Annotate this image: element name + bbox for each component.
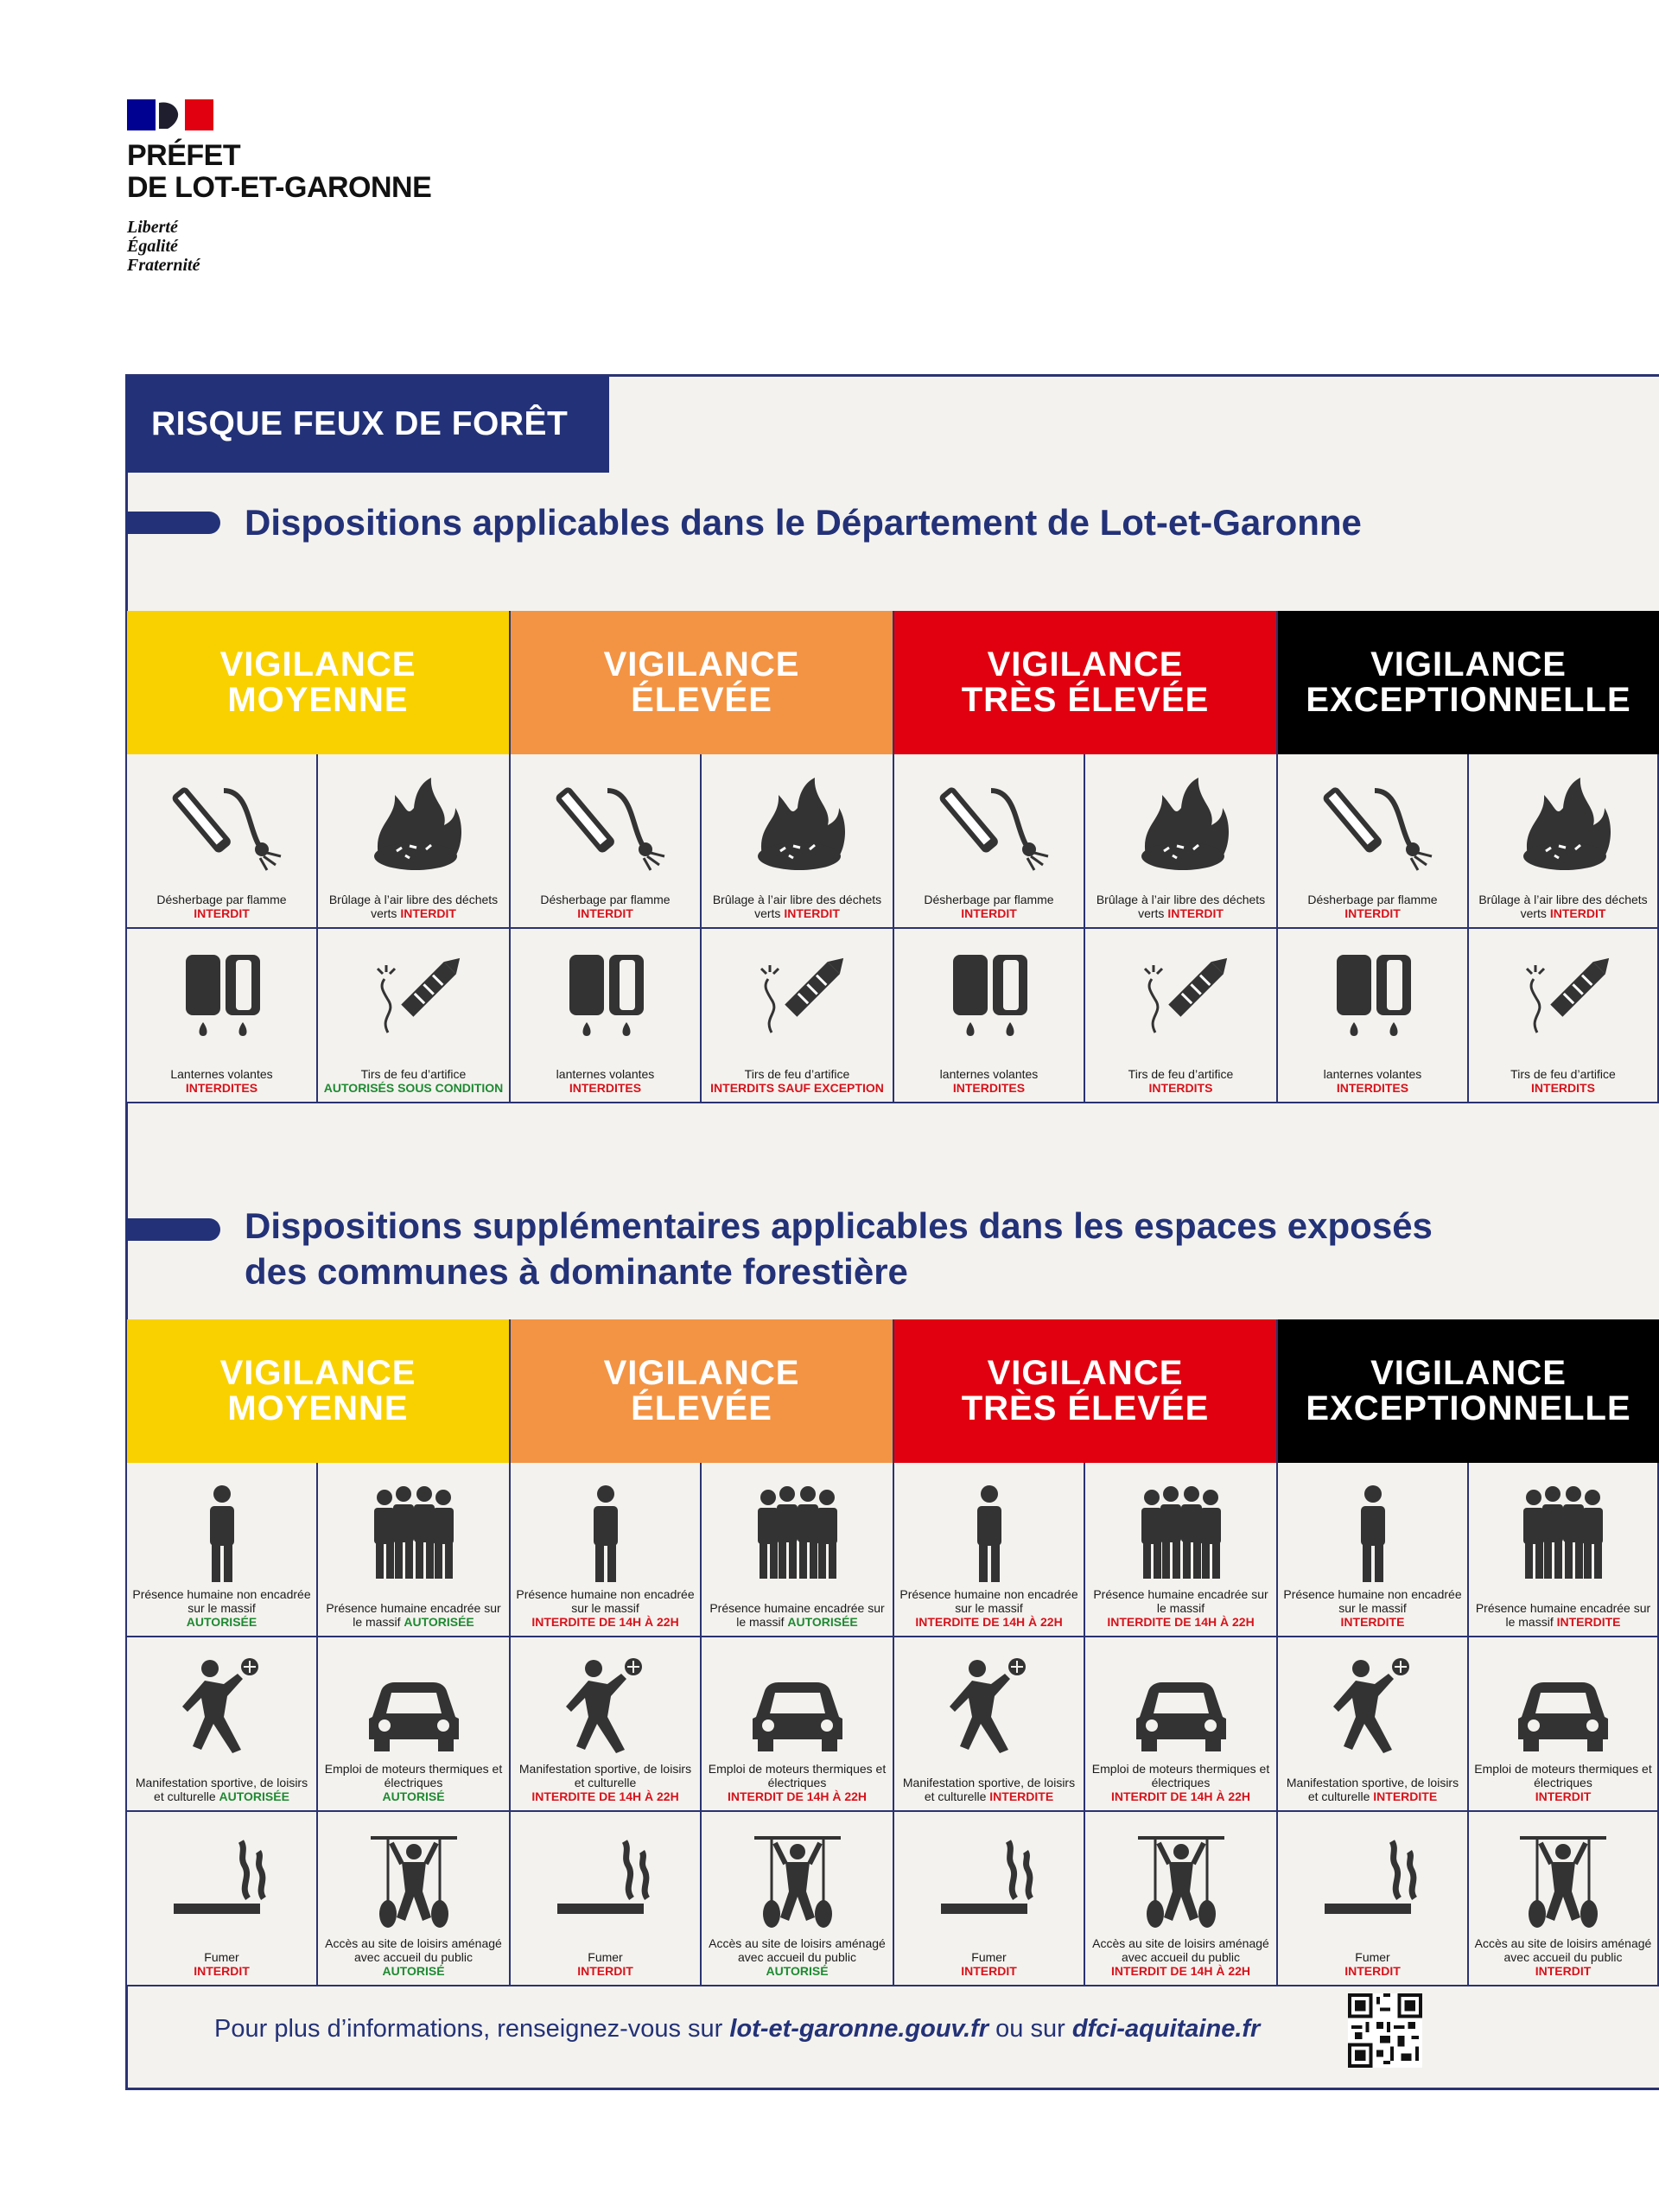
vigilance-header-moyenne bbox=[127, 1319, 511, 1463]
person-icon bbox=[1278, 1482, 1467, 1586]
rule-cell bbox=[318, 754, 511, 929]
rule-status: INTERDIT bbox=[194, 906, 250, 920]
republic-motto bbox=[127, 218, 200, 275]
car-icon bbox=[702, 1656, 893, 1760]
rule-status: INTERDITE bbox=[989, 1789, 1054, 1803]
rule-text: Manifestation sportive, de loisirs et culturelle bbox=[1286, 1776, 1459, 1803]
rule-cell bbox=[511, 1637, 702, 1812]
rule-caption bbox=[1089, 893, 1273, 920]
vigilance-word: VIGILANCE bbox=[1370, 1354, 1567, 1392]
car-icon bbox=[1085, 1656, 1276, 1760]
car-icon bbox=[1469, 1656, 1657, 1760]
rule-caption bbox=[898, 1950, 1080, 1978]
rule-status: AUTORISÉS SOUS CONDITION bbox=[323, 1081, 504, 1095]
vigilance-word: VIGILANCE bbox=[987, 645, 1184, 683]
rule-status: INTERDIT bbox=[784, 906, 840, 920]
rule-text: Présence humaine non encadrée sur le massif bbox=[1283, 1587, 1462, 1615]
rule-status: INTERDITS bbox=[1531, 1081, 1595, 1095]
rule-cell bbox=[894, 1463, 1085, 1637]
section-2-title bbox=[245, 1203, 1433, 1294]
rule-cell bbox=[1278, 1637, 1469, 1812]
rule-cell bbox=[1278, 754, 1469, 929]
rule-status: INTERDITE DE 14H À 22H bbox=[531, 1615, 679, 1629]
rule-status: AUTORISÉE bbox=[219, 1789, 289, 1803]
rule-caption bbox=[1472, 1067, 1654, 1095]
vigilance-level: MOYENNE bbox=[227, 681, 409, 719]
rule-caption bbox=[898, 893, 1080, 920]
risk-banner: RISQUE FEUX DE FORÊT bbox=[125, 376, 609, 473]
rule-caption bbox=[514, 893, 696, 920]
rule-cell bbox=[894, 929, 1085, 1103]
rule-status: INTERDITES bbox=[1336, 1081, 1409, 1095]
rule-text: lanternes volantes bbox=[1323, 1067, 1422, 1081]
rule-caption bbox=[130, 1776, 313, 1803]
rule-caption bbox=[1281, 893, 1464, 920]
rule-status: INTERDIT bbox=[400, 906, 456, 920]
footer-link-prefecture[interactable]: lot-et-garonne.gouv.fr bbox=[729, 2015, 989, 2043]
weed-burner-icon bbox=[1278, 773, 1467, 877]
vigilance-header-tres-elevee bbox=[894, 611, 1278, 754]
qr-code[interactable] bbox=[1348, 1993, 1422, 2068]
vigilance-header-exceptionnelle bbox=[1278, 611, 1659, 754]
vigilance-level: TRÈS ÉLEVÉE bbox=[961, 681, 1210, 719]
smoking-icon bbox=[511, 1831, 700, 1935]
vigilance-word: VIGILANCE bbox=[219, 1354, 416, 1392]
rule-status: INTERDIT bbox=[1549, 906, 1606, 920]
adventure-park-icon bbox=[1469, 1831, 1657, 1935]
rule-caption bbox=[705, 1601, 889, 1629]
section-2-title-line-2: des communes à dominante forestière bbox=[245, 1251, 908, 1292]
rule-text: Brûlage à l’air libre des déchets verts bbox=[1478, 893, 1648, 920]
rule-text: Emploi de moteurs thermiques et électriques bbox=[324, 1762, 503, 1789]
rule-status: INTERDIT DE 14H À 22H bbox=[1110, 1789, 1251, 1803]
rule-status: INTERDIT DE 14H À 22H bbox=[1110, 1964, 1251, 1978]
rule-caption bbox=[321, 1601, 505, 1629]
rule-status: INTERDITES bbox=[569, 1081, 642, 1095]
green-waste-fire-icon bbox=[702, 773, 893, 877]
rule-status: INTERDIT bbox=[961, 906, 1017, 920]
section-2-title-line-1: Dispositions supplémentaires applicables dans les espaces exposés bbox=[245, 1205, 1433, 1246]
rule-status: AUTORISÉE bbox=[787, 1615, 858, 1629]
section-1-title: Dispositions applicables dans le Département de Lot-et-Garonne bbox=[245, 502, 1362, 543]
rule-status: INTERDITE bbox=[1556, 1615, 1621, 1629]
rule-text: Désherbage par flamme bbox=[1307, 893, 1438, 906]
rule-cell bbox=[318, 1637, 511, 1812]
rule-cell bbox=[1469, 1463, 1659, 1637]
rule-caption bbox=[1281, 1950, 1464, 1978]
footer-link-dfci[interactable]: dfci-aquitaine.fr bbox=[1071, 2015, 1261, 2043]
rule-text: Emploi de moteurs thermiques et électriques bbox=[1474, 1762, 1652, 1789]
rule-caption bbox=[1089, 1762, 1273, 1803]
sports-event-icon bbox=[1278, 1656, 1467, 1760]
vigilance-label bbox=[962, 1356, 1210, 1427]
vigilance-word: VIGILANCE bbox=[603, 1354, 800, 1392]
sports-event-icon bbox=[127, 1656, 316, 1760]
rule-cell bbox=[511, 929, 702, 1103]
rule-caption bbox=[1089, 1067, 1273, 1095]
motto-egalite: Égalité bbox=[127, 237, 178, 256]
vigilance-level: MOYENNE bbox=[227, 1389, 409, 1427]
supervised-group-icon bbox=[1469, 1482, 1657, 1586]
rule-text: Présence humaine encadrée sur le massif bbox=[1093, 1587, 1268, 1615]
rule-text: Fumer bbox=[204, 1950, 239, 1964]
vigilance-label bbox=[220, 1356, 416, 1427]
smoking-icon bbox=[894, 1831, 1084, 1935]
sports-event-icon bbox=[511, 1656, 700, 1760]
sky-lantern-icon bbox=[511, 948, 700, 1052]
rule-text: Manifestation sportive, de loisirs et culturelle bbox=[518, 1762, 692, 1789]
supervised-group-icon bbox=[318, 1482, 509, 1586]
firework-rocket-icon bbox=[702, 948, 893, 1052]
rule-text: Présence humaine encadrée sur le massif bbox=[709, 1601, 885, 1629]
rule-text: Fumer bbox=[588, 1950, 623, 1964]
vigilance-level: ÉLEVÉE bbox=[631, 1389, 772, 1427]
rule-cell bbox=[127, 929, 318, 1103]
rule-text: Tirs de feu d’artifice bbox=[1510, 1067, 1616, 1081]
rule-status: INTERDIT bbox=[961, 1964, 1017, 1978]
rule-text: Manifestation sportive, de loisirs et culturelle bbox=[135, 1776, 308, 1803]
vigilance-label bbox=[1306, 647, 1630, 718]
vigilance-label bbox=[220, 647, 416, 718]
vigilance-level: EXCEPTIONNELLE bbox=[1306, 1389, 1631, 1427]
rule-cell bbox=[1278, 1812, 1469, 1986]
rule-caption bbox=[514, 1587, 696, 1629]
title-line-2: DE LOT-ET-GARONNE bbox=[127, 171, 432, 204]
rule-text: Présence humaine non encadrée sur le massif bbox=[132, 1587, 311, 1615]
rule-cell bbox=[127, 1463, 318, 1637]
vigilance-header-moyenne bbox=[127, 611, 511, 754]
rule-status: INTERDITE DE 14H À 22H bbox=[915, 1615, 1063, 1629]
prefecture-title bbox=[127, 140, 431, 204]
rule-caption bbox=[130, 893, 313, 920]
rule-status: AUTORISÉE bbox=[186, 1615, 257, 1629]
rule-text: Présence humaine encadrée sur le massif bbox=[326, 1601, 501, 1629]
rule-cell bbox=[511, 1463, 702, 1637]
rule-caption bbox=[514, 1762, 696, 1803]
title-line-1: PRÉFET bbox=[127, 139, 241, 172]
rule-text: Brûlage à l’air libre des déchets verts bbox=[1096, 893, 1266, 920]
rule-status: INTERDITS bbox=[1148, 1081, 1213, 1095]
rule-cell bbox=[1085, 754, 1278, 929]
rule-status: AUTORISÉ bbox=[766, 1964, 829, 1978]
footer-info bbox=[214, 2015, 1260, 2044]
rule-status: AUTORISÉ bbox=[382, 1789, 445, 1803]
rule-text: Emploi de moteurs thermiques et électriques bbox=[1091, 1762, 1270, 1789]
adventure-park-icon bbox=[702, 1831, 893, 1935]
rule-caption bbox=[1472, 893, 1654, 920]
rule-text: Désherbage par flamme bbox=[156, 893, 287, 906]
rule-cell bbox=[318, 929, 511, 1103]
rule-cell bbox=[1085, 1463, 1278, 1637]
vigilance-header-tres-elevee bbox=[894, 1319, 1278, 1463]
motto-fraternite: Fraternité bbox=[127, 256, 200, 275]
vigilance-label bbox=[604, 1356, 800, 1427]
rule-status: INTERDIT bbox=[577, 1964, 633, 1978]
rule-cell bbox=[318, 1463, 511, 1637]
rule-caption bbox=[130, 1587, 313, 1629]
sports-event-icon bbox=[894, 1656, 1084, 1760]
rule-text: lanternes volantes bbox=[939, 1067, 1039, 1081]
section-2-bullet bbox=[125, 1218, 220, 1241]
rule-caption bbox=[130, 1950, 313, 1978]
rule-text: Tirs de feu d’artifice bbox=[744, 1067, 850, 1081]
rule-caption bbox=[1089, 1936, 1273, 1978]
person-icon bbox=[127, 1482, 316, 1586]
rule-text: Désherbage par flamme bbox=[924, 893, 1054, 906]
rule-cell bbox=[127, 1637, 318, 1812]
rule-text: Présence humaine non encadrée sur le massif bbox=[516, 1587, 695, 1615]
rule-text: lanternes volantes bbox=[556, 1067, 655, 1081]
vigilance-level: TRÈS ÉLEVÉE bbox=[961, 1389, 1210, 1427]
smoking-icon bbox=[1278, 1831, 1467, 1935]
green-waste-fire-icon bbox=[1085, 773, 1276, 877]
rule-cell bbox=[1085, 1637, 1278, 1812]
rule-text: Tirs de feu d’artifice bbox=[360, 1067, 467, 1081]
rule-text: Fumer bbox=[971, 1950, 1007, 1964]
rule-cell bbox=[894, 1637, 1085, 1812]
rule-caption bbox=[705, 893, 889, 920]
rule-cell bbox=[894, 754, 1085, 929]
vigilance-label bbox=[1306, 1356, 1630, 1427]
supervised-group-icon bbox=[702, 1482, 893, 1586]
vigilance-level: EXCEPTIONNELLE bbox=[1306, 681, 1631, 719]
rule-text: Accès au site de loisirs aménagé avec accueil du public bbox=[1474, 1936, 1652, 1964]
rule-text: Présence humaine non encadrée sur le massif bbox=[899, 1587, 1078, 1615]
rule-caption bbox=[1281, 1067, 1464, 1095]
rule-caption bbox=[514, 1950, 696, 1978]
rule-text: Brûlage à l’air libre des déchets verts bbox=[328, 893, 499, 920]
rule-text: Brûlage à l’air libre des déchets verts bbox=[712, 893, 882, 920]
rule-cell bbox=[1469, 929, 1659, 1103]
car-icon bbox=[318, 1656, 509, 1760]
rule-status: INTERDITE bbox=[1373, 1789, 1438, 1803]
rule-cell bbox=[702, 754, 894, 929]
person-icon bbox=[511, 1482, 700, 1586]
weed-burner-icon bbox=[127, 773, 316, 877]
firework-rocket-icon bbox=[318, 948, 509, 1052]
rule-text: Lanternes volantes bbox=[170, 1067, 273, 1081]
rule-caption bbox=[898, 1067, 1080, 1095]
green-waste-fire-icon bbox=[318, 773, 509, 877]
rule-cell bbox=[1278, 929, 1469, 1103]
sky-lantern-icon bbox=[127, 948, 316, 1052]
firework-rocket-icon bbox=[1085, 948, 1276, 1052]
rule-caption bbox=[705, 1936, 889, 1978]
rule-status: INTERDIT DE 14H À 22H bbox=[727, 1789, 868, 1803]
footer-prefix: Pour plus d’informations, renseignez-vous sur bbox=[214, 2015, 723, 2043]
rule-cell bbox=[702, 929, 894, 1103]
rule-status: INTERDITS SAUF EXCEPTION bbox=[710, 1081, 884, 1095]
rule-caption bbox=[1281, 1776, 1464, 1803]
weed-burner-icon bbox=[894, 773, 1084, 877]
rule-caption bbox=[321, 1067, 505, 1095]
vigilance-word: VIGILANCE bbox=[219, 645, 416, 683]
motto-liberte: Liberté bbox=[127, 218, 178, 237]
vigilance-header-exceptionnelle bbox=[1278, 1319, 1659, 1463]
rule-cell bbox=[702, 1812, 894, 1986]
rule-status: INTERDIT bbox=[1167, 906, 1224, 920]
rule-status: INTERDIT bbox=[577, 906, 633, 920]
rule-caption bbox=[321, 893, 505, 920]
person-icon bbox=[894, 1482, 1084, 1586]
rule-cell bbox=[127, 1812, 318, 1986]
smoking-icon bbox=[127, 1831, 316, 1935]
rule-text: Présence humaine encadrée sur le massif bbox=[1475, 1601, 1651, 1629]
rule-status: INTERDIT bbox=[1535, 1789, 1592, 1803]
rule-text: Désherbage par flamme bbox=[540, 893, 671, 906]
sky-lantern-icon bbox=[1278, 948, 1467, 1052]
rule-caption bbox=[514, 1067, 696, 1095]
rule-cell bbox=[894, 1812, 1085, 1986]
vigilance-word: VIGILANCE bbox=[603, 645, 800, 683]
vigilance-label bbox=[604, 647, 800, 718]
rule-caption bbox=[705, 1067, 889, 1095]
rule-caption bbox=[1472, 1762, 1654, 1803]
rule-text: Accès au site de loisirs aménagé avec accueil du public bbox=[1092, 1936, 1269, 1964]
rule-caption bbox=[898, 1776, 1080, 1803]
rule-caption bbox=[321, 1936, 505, 1978]
rule-status: AUTORISÉ bbox=[382, 1964, 445, 1978]
rule-status: INTERDIT bbox=[1344, 906, 1401, 920]
vigilance-header-elevee bbox=[511, 1319, 894, 1463]
firework-rocket-icon bbox=[1469, 948, 1657, 1052]
rule-cell bbox=[702, 1463, 894, 1637]
rule-caption bbox=[130, 1067, 313, 1095]
weed-burner-icon bbox=[511, 773, 700, 877]
rule-caption bbox=[321, 1762, 505, 1803]
vigilance-word: VIGILANCE bbox=[987, 1354, 1184, 1392]
rule-status: INTERDITE bbox=[1340, 1615, 1405, 1629]
rule-status: INTERDITE DE 14H À 22H bbox=[1107, 1615, 1255, 1629]
rule-cell bbox=[1278, 1463, 1469, 1637]
rule-cell bbox=[1469, 1637, 1659, 1812]
rule-text: Accès au site de loisirs aménagé avec accueil du public bbox=[709, 1936, 886, 1964]
rule-caption bbox=[1472, 1936, 1654, 1978]
rule-status: INTERDIT bbox=[1344, 1964, 1401, 1978]
vigilance-header-elevee bbox=[511, 611, 894, 754]
republic-flag-logo bbox=[127, 99, 213, 130]
rule-caption bbox=[705, 1762, 889, 1803]
rule-cell bbox=[318, 1812, 511, 1986]
rule-cell bbox=[702, 1637, 894, 1812]
rule-text: Emploi de moteurs thermiques et électriques bbox=[708, 1762, 887, 1789]
vigilance-label bbox=[962, 647, 1210, 718]
rule-cell bbox=[511, 754, 702, 929]
section-1-bullet bbox=[125, 512, 220, 534]
adventure-park-icon bbox=[1085, 1831, 1276, 1935]
rule-caption bbox=[1089, 1587, 1273, 1629]
rule-cell bbox=[1085, 1812, 1278, 1986]
sky-lantern-icon bbox=[894, 948, 1084, 1052]
rule-caption bbox=[1281, 1587, 1464, 1629]
rule-status: INTERDIT bbox=[194, 1964, 250, 1978]
adventure-park-icon bbox=[318, 1831, 509, 1935]
vigilance-word: VIGILANCE bbox=[1370, 645, 1567, 683]
rule-caption bbox=[898, 1587, 1080, 1629]
rule-cell bbox=[1469, 754, 1659, 929]
rule-status: INTERDIT bbox=[1535, 1964, 1592, 1978]
rule-cell bbox=[127, 754, 318, 929]
rule-text: Fumer bbox=[1355, 1950, 1390, 1964]
vigilance-level: ÉLEVÉE bbox=[631, 681, 772, 719]
rule-status: INTERDITE DE 14H À 22H bbox=[531, 1789, 679, 1803]
rule-text: Manifestation sportive, de loisirs et culturelle bbox=[902, 1776, 1076, 1803]
green-waste-fire-icon bbox=[1469, 773, 1657, 877]
rule-caption bbox=[1472, 1601, 1654, 1629]
rule-cell bbox=[1469, 1812, 1659, 1986]
supervised-group-icon bbox=[1085, 1482, 1276, 1586]
footer-middle: ou sur bbox=[995, 2015, 1065, 2043]
rule-cell bbox=[1085, 929, 1278, 1103]
rule-status: INTERDITES bbox=[185, 1081, 258, 1095]
rule-cell bbox=[511, 1812, 702, 1986]
rule-text: Tirs de feu d’artifice bbox=[1128, 1067, 1234, 1081]
rule-text: Accès au site de loisirs aménagé avec accueil du public bbox=[325, 1936, 502, 1964]
rule-status: INTERDITES bbox=[952, 1081, 1026, 1095]
rule-status: AUTORISÉE bbox=[404, 1615, 474, 1629]
